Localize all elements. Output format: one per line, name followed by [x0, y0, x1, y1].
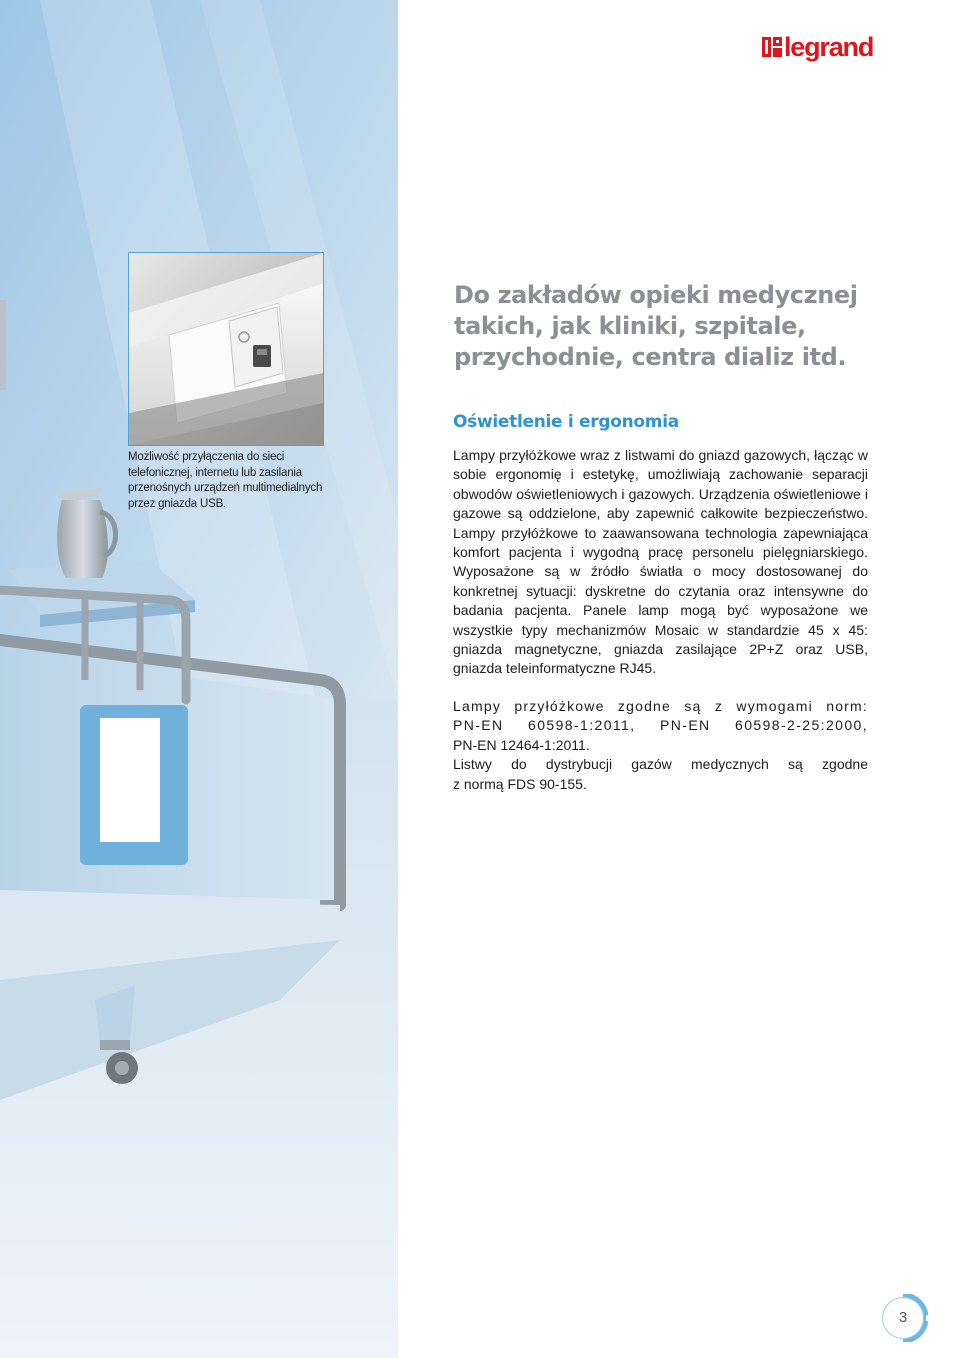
section-title: Oświetlenie i ergonomia [453, 412, 679, 432]
photo-caption: Możliwość przyłączenia do sieci telefonicznej, internetu lub zasilania przenośnych urządzeń multimedialnych przez gniazda USB. [128, 451, 323, 510]
legrand-logo [762, 32, 873, 62]
heading-line-3: przychodnie, centra dializ itd. [454, 343, 847, 371]
hospital-room-photo [0, 0, 398, 1358]
gas-standard-line-2: z normą FDS 90-155. [453, 775, 587, 792]
gas-standard-line-1: Listwy do dystrybucji gazów medycznych są zgodne [453, 756, 868, 773]
socket-detail-inset [128, 252, 324, 446]
norms-line-1: Lampy przyłóżkowe zgodne są z wymogami norm: [453, 698, 868, 714]
legrand-mark-icon [762, 35, 782, 59]
heading-line-2: takich, jak kliniki, szpitale, [454, 312, 806, 340]
hospital-bed-illustration [0, 0, 398, 1358]
lighting-ergonomics-paragraph: Lampy przyłóżkowe wraz z listwami do gniazd gazowych, łącząc w sobie ergonomię i estetykę, umożliwiają zachowanie separacji obwodów oświetleniowych i gazowych. Urządzenia oświetleniowe i gazowe są oddzielone, aby zapewnić całkowite bezpieczeństwo. Lampy przyłóżkowe to zaawansowana technologia zapewniająca komfort pacjenta i wygodną pracę personelu pielęgniarskiego. Wyposażone są w źródło światła o mocy dostosowanej do konkretnej sytuacji: dyskretne do czytania oraz intensywne do badania pacjenta. Panele lamp mogą być wyposażone we wszystkie typy mechanizmów Mosaic w standardzie 45 x 45: gniazda magnetyczne, gniazda zasilające 2P+Z oraz USB, gniazda teleinformatyczne RJ45. [453, 447, 868, 677]
page-number-badge [870, 1294, 960, 1342]
page-number: 3 [882, 1297, 924, 1339]
norms-line-2: PN-EN 60598-1:2011, PN-EN 60598-2-25:2000, [453, 717, 868, 734]
standards-paragraph [453, 697, 868, 794]
page-heading [454, 280, 894, 373]
usb-socket-illustration [129, 253, 323, 445]
norms-line-3: PN-EN 12464-1:2011. [453, 736, 590, 753]
legrand-wordmark: legrand [784, 32, 874, 62]
heading-line-1: Do zakładów opieki medycznej [454, 281, 858, 309]
